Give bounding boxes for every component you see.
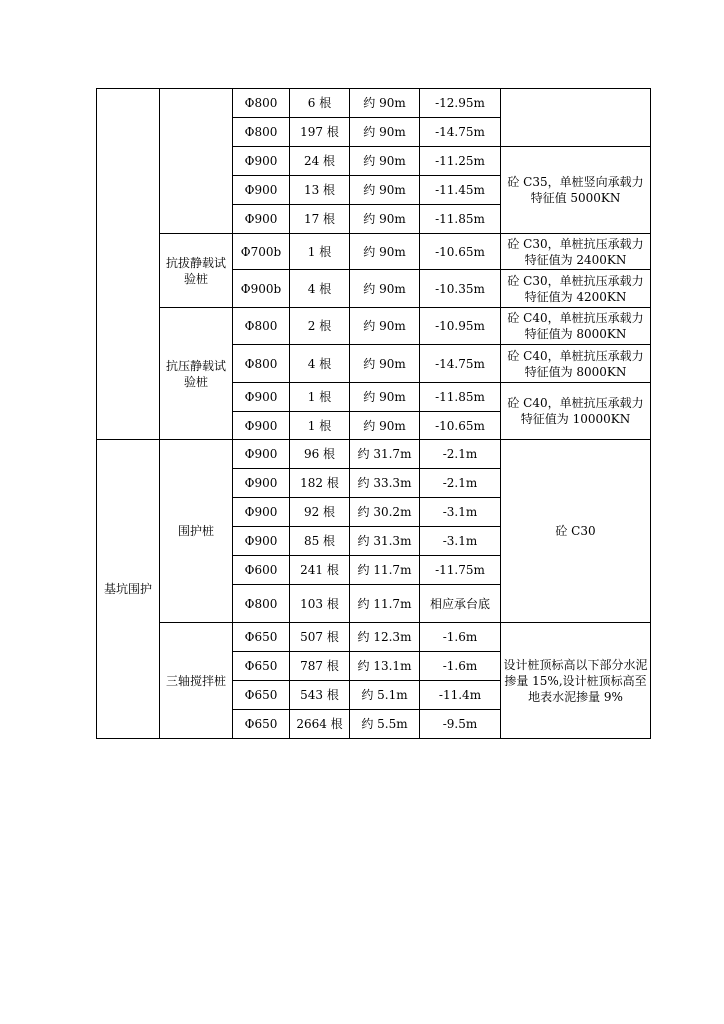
- length-cell: 约 5.5m: [350, 710, 420, 739]
- count-cell: 4 根: [290, 270, 350, 308]
- elevation-cell: -9.5m: [420, 710, 501, 739]
- note-cell: 砼 C40，单桩抗压承载力特征值为 10000KN: [501, 383, 651, 440]
- diameter-cell: Φ900: [233, 383, 290, 412]
- table-row: [97, 308, 651, 345]
- elevation-cell: -11.45m: [420, 176, 501, 205]
- length-cell: 约 11.7m: [350, 556, 420, 585]
- elevation-cell: -11.85m: [420, 205, 501, 234]
- elevation-cell: -1.6m: [420, 652, 501, 681]
- diameter-cell: Φ900: [233, 469, 290, 498]
- length-cell: 约 5.1m: [350, 681, 420, 710]
- diameter-cell: Φ650: [233, 710, 290, 739]
- count-cell: 103 根: [290, 585, 350, 623]
- count-cell: 4 根: [290, 345, 350, 383]
- diameter-cell: Φ900: [233, 440, 290, 469]
- length-cell: 约 11.7m: [350, 585, 420, 623]
- count-cell: 787 根: [290, 652, 350, 681]
- elevation-cell: -2.1m: [420, 440, 501, 469]
- length-cell: 约 90m: [350, 412, 420, 440]
- count-cell: 507 根: [290, 623, 350, 652]
- elevation-cell: -3.1m: [420, 498, 501, 527]
- diameter-cell: Φ800: [233, 585, 290, 623]
- note-cell: 砼 C40，单桩抗压承载力特征值为 8000KN: [501, 308, 651, 345]
- elevation-cell: -1.6m: [420, 623, 501, 652]
- length-cell: 约 90m: [350, 147, 420, 176]
- pit-enclosure-label: 基坑围护: [97, 440, 160, 739]
- elevation-cell: -10.65m: [420, 412, 501, 440]
- length-cell: 约 90m: [350, 234, 420, 270]
- mixing-pile-label: 三轴搅拌桩: [160, 623, 233, 739]
- length-cell: 约 90m: [350, 308, 420, 345]
- length-cell: 约 13.1m: [350, 652, 420, 681]
- table-row: [97, 234, 651, 270]
- count-cell: 543 根: [290, 681, 350, 710]
- elevation-cell: -11.85m: [420, 383, 501, 412]
- length-cell: 约 12.3m: [350, 623, 420, 652]
- count-cell: 197 根: [290, 118, 350, 147]
- count-cell: 96 根: [290, 440, 350, 469]
- elevation-cell: 相应承台底: [420, 585, 501, 623]
- retaining-pile-label: 围护桩: [160, 440, 233, 623]
- elevation-cell: -14.75m: [420, 345, 501, 383]
- uplift-test-pile-label: 抗拔静载试验桩: [160, 234, 233, 308]
- diameter-cell: Φ600: [233, 556, 290, 585]
- length-cell: 约 90m: [350, 176, 420, 205]
- count-cell: 1 根: [290, 412, 350, 440]
- count-cell: 2 根: [290, 308, 350, 345]
- elevation-cell: -11.4m: [420, 681, 501, 710]
- table-row: [97, 89, 651, 118]
- compression-test-pile-label: 抗压静载试验桩: [160, 308, 233, 440]
- note-cell: 砼 C40，单桩抗压承载力特征值为 8000KN: [501, 345, 651, 383]
- length-cell: 约 90m: [350, 345, 420, 383]
- diameter-cell: Φ900: [233, 527, 290, 556]
- subcategory-cell-blank: [160, 89, 233, 234]
- note-cell-blank: [501, 89, 651, 147]
- count-cell: 1 根: [290, 383, 350, 412]
- diameter-cell: Φ900: [233, 147, 290, 176]
- diameter-cell: Φ900: [233, 412, 290, 440]
- length-cell: 约 31.3m: [350, 527, 420, 556]
- diameter-cell: Φ700b: [233, 234, 290, 270]
- note-cell: 砼 C30，单桩抗压承载力特征值为 2400KN: [501, 234, 651, 270]
- length-cell: 约 90m: [350, 270, 420, 308]
- diameter-cell: Φ900: [233, 205, 290, 234]
- elevation-cell: -11.25m: [420, 147, 501, 176]
- diameter-cell: Φ650: [233, 623, 290, 652]
- count-cell: 2664 根: [290, 710, 350, 739]
- length-cell: 约 90m: [350, 89, 420, 118]
- category-cell-blank: [97, 89, 160, 440]
- pile-data-table: [96, 88, 651, 739]
- diameter-cell: Φ800: [233, 118, 290, 147]
- length-cell: 约 90m: [350, 383, 420, 412]
- elevation-cell: -12.95m: [420, 89, 501, 118]
- diameter-cell: Φ800: [233, 308, 290, 345]
- length-cell: 约 90m: [350, 205, 420, 234]
- count-cell: 241 根: [290, 556, 350, 585]
- diameter-cell: Φ800: [233, 345, 290, 383]
- diameter-cell: Φ900: [233, 498, 290, 527]
- elevation-cell: -11.75m: [420, 556, 501, 585]
- length-cell: 约 90m: [350, 118, 420, 147]
- diameter-cell: Φ900b: [233, 270, 290, 308]
- count-cell: 182 根: [290, 469, 350, 498]
- count-cell: 85 根: [290, 527, 350, 556]
- length-cell: 约 30.2m: [350, 498, 420, 527]
- length-cell: 约 33.3m: [350, 469, 420, 498]
- count-cell: 13 根: [290, 176, 350, 205]
- elevation-cell: -14.75m: [420, 118, 501, 147]
- diameter-cell: Φ800: [233, 89, 290, 118]
- table-row: [97, 623, 651, 652]
- diameter-cell: Φ650: [233, 681, 290, 710]
- count-cell: 1 根: [290, 234, 350, 270]
- elevation-cell: -10.35m: [420, 270, 501, 308]
- count-cell: 24 根: [290, 147, 350, 176]
- elevation-cell: -10.95m: [420, 308, 501, 345]
- elevation-cell: -2.1m: [420, 469, 501, 498]
- length-cell: 约 31.7m: [350, 440, 420, 469]
- note-c35: 砼 C35，单桩竖向承载力特征值 5000KN: [501, 147, 651, 234]
- diameter-cell: Φ900: [233, 176, 290, 205]
- note-cell: 砼 C30: [501, 440, 651, 623]
- note-cell: 砼 C30，单桩抗压承载力特征值为 4200KN: [501, 270, 651, 308]
- elevation-cell: -10.65m: [420, 234, 501, 270]
- count-cell: 6 根: [290, 89, 350, 118]
- elevation-cell: -3.1m: [420, 527, 501, 556]
- note-cell: 设计桩顶标高以下部分水泥掺量 15%,设计桩顶标高至地表水泥掺量 9%: [501, 623, 651, 739]
- count-cell: 92 根: [290, 498, 350, 527]
- diameter-cell: Φ650: [233, 652, 290, 681]
- count-cell: 17 根: [290, 205, 350, 234]
- table-row: [97, 440, 651, 469]
